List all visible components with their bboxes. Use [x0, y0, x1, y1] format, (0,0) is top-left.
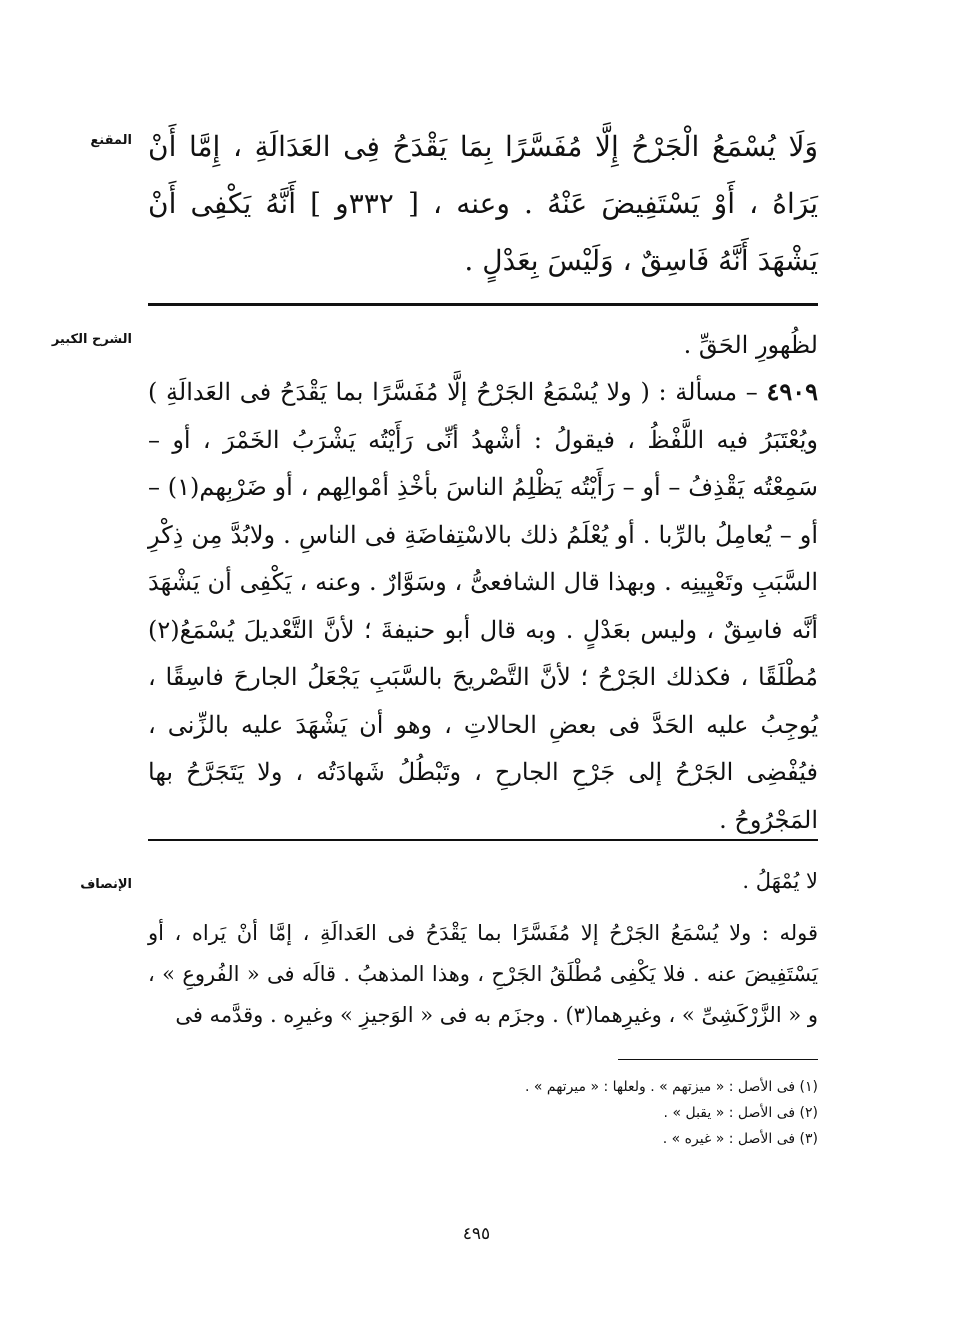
sharh-lead-text: [148, 322, 818, 370]
insaf-lead-text: [148, 861, 818, 902]
insaf-text: [148, 913, 818, 1036]
section-divider: [148, 839, 818, 841]
sharh-lead-line: لظُهورِ الحَقِّ .: [683, 331, 818, 359]
insaf-lead-line: لا يُمْهَلُ .: [742, 869, 818, 893]
section-divider: [148, 303, 818, 306]
sharh-text: [148, 368, 818, 844]
section-label-muqni: المقنع: [90, 133, 132, 148]
footnote-3: (٣) فى الأصل : « غيره » .: [662, 1131, 818, 1147]
footnotes: [148, 1074, 818, 1152]
muqni-paragraph: وَلَا يُسْمَعُ الْجَرْحُ إِلَّا مُفَسَّرًا بِمَا يَقْدَحُ فِى العَدَالَةِ ، إِمَّا أَنْ يَرَاهُ ، أَوْ يَسْتَفِيضَ عَنْهُ . وعنه ، [ ٣٣٢و ] أَنَّهُ يَكْفِى أَنْ يَشْهَدَ أَنَّهُ فَاسِقٌ ، وَلَيْسَ بِعَدْلٍ .: [148, 130, 818, 277]
sharh-body: – مسألة : ( ولا يُسْمَعُ الجَرْحُ إلَّا مُفَسَّرًا بما يَقْدَحُ فى العَدالَةِ ) ويُعْتَبَرُ فيه اللَّفْظُ ، فيقولُ : أشْهدُ أنِّى رَأَيْتُه يَشْرَبُ الخَمْرَ ، أو – سَمِعْتُه يَقْذِفُ – أو – رَأَيْتُه يَظْلِمُ الناسَ بأخْذِ أمْوالِهم ، أو ضَرْبِهم(١) – أو – يُعامِلُ بالرِّبا . أو يُعْلَمُ ذلك بالاسْتِفاضَةِ فى الناسِ . ولابُدَّ مِن ذِكْرِ السَّبَبِ وتَعْيِينِه . وبهذا قال الشافعىُّ ، وسَوَّارٌ . وعنه ، يَكْفِى أن يَشْهَدَ أنَّه فاسِقٌ ، وليس بعَدْلٍ . وبه قال أبو حنيفةَ ؛ لأنَّ التَّعْديلَ يُسْمَعُ(٢) مُطْلَقًا ، فكذلك الجَرْحُ ؛ لأنَّ التَّصْريحَ بالسَّبَبِ يَجْعَلُ الجارحَ فاسِقًا ، يُوجِبُ عليه الحَدَّ فى بعضِ الحالاتِ ، وهو أن يَشْهَدَ عليه بالزِّنى ، فيُفْضِى الجَرْحُ إلى جَرْحِ الجارحِ ، وتَبْطُلُ شَهادَتُه ، ولا يَتَجَرَّحُ بها المَجْرُوحُ .: [148, 378, 818, 834]
footnote-divider: [618, 1059, 818, 1060]
issue-number: ٤٩٠٩: [766, 377, 818, 406]
footnote-2: (٢) فى الأصل : « يقبل » .: [663, 1105, 818, 1121]
muqni-text: [148, 118, 818, 289]
insaf-paragraph: قوله : ولا يُسْمَعُ الجَرْحُ إلا مُفَسَّرًا بما يَقْدَحُ فى العَدالَةِ ، إمَّا أنْ يَراه ، أو يَسْتَفِيضَ عنه . فلا يَكْفِى مُطْلَقُ الجَرْحِ ، وهذا المذهبُ . قالَه فى « الفُروعِ » ، و « الزَّرْكَشِىِّ » ، وغيرِهما(٣) . وجزَم به فى « الوَجيزِ » وغيرِه . وقدَّمه فى: [148, 921, 818, 1027]
footnote-1: (١) فى الأصل : « ميزتهم » . ولعلها : « ميرتهم » .: [525, 1079, 818, 1095]
section-label-insaf: الإنصاف: [80, 877, 132, 892]
section-label-sharh: الشرح الكبير: [51, 332, 132, 347]
sharh-paragraph: [148, 368, 818, 844]
page-number: ٤٩٥: [462, 1224, 491, 1244]
